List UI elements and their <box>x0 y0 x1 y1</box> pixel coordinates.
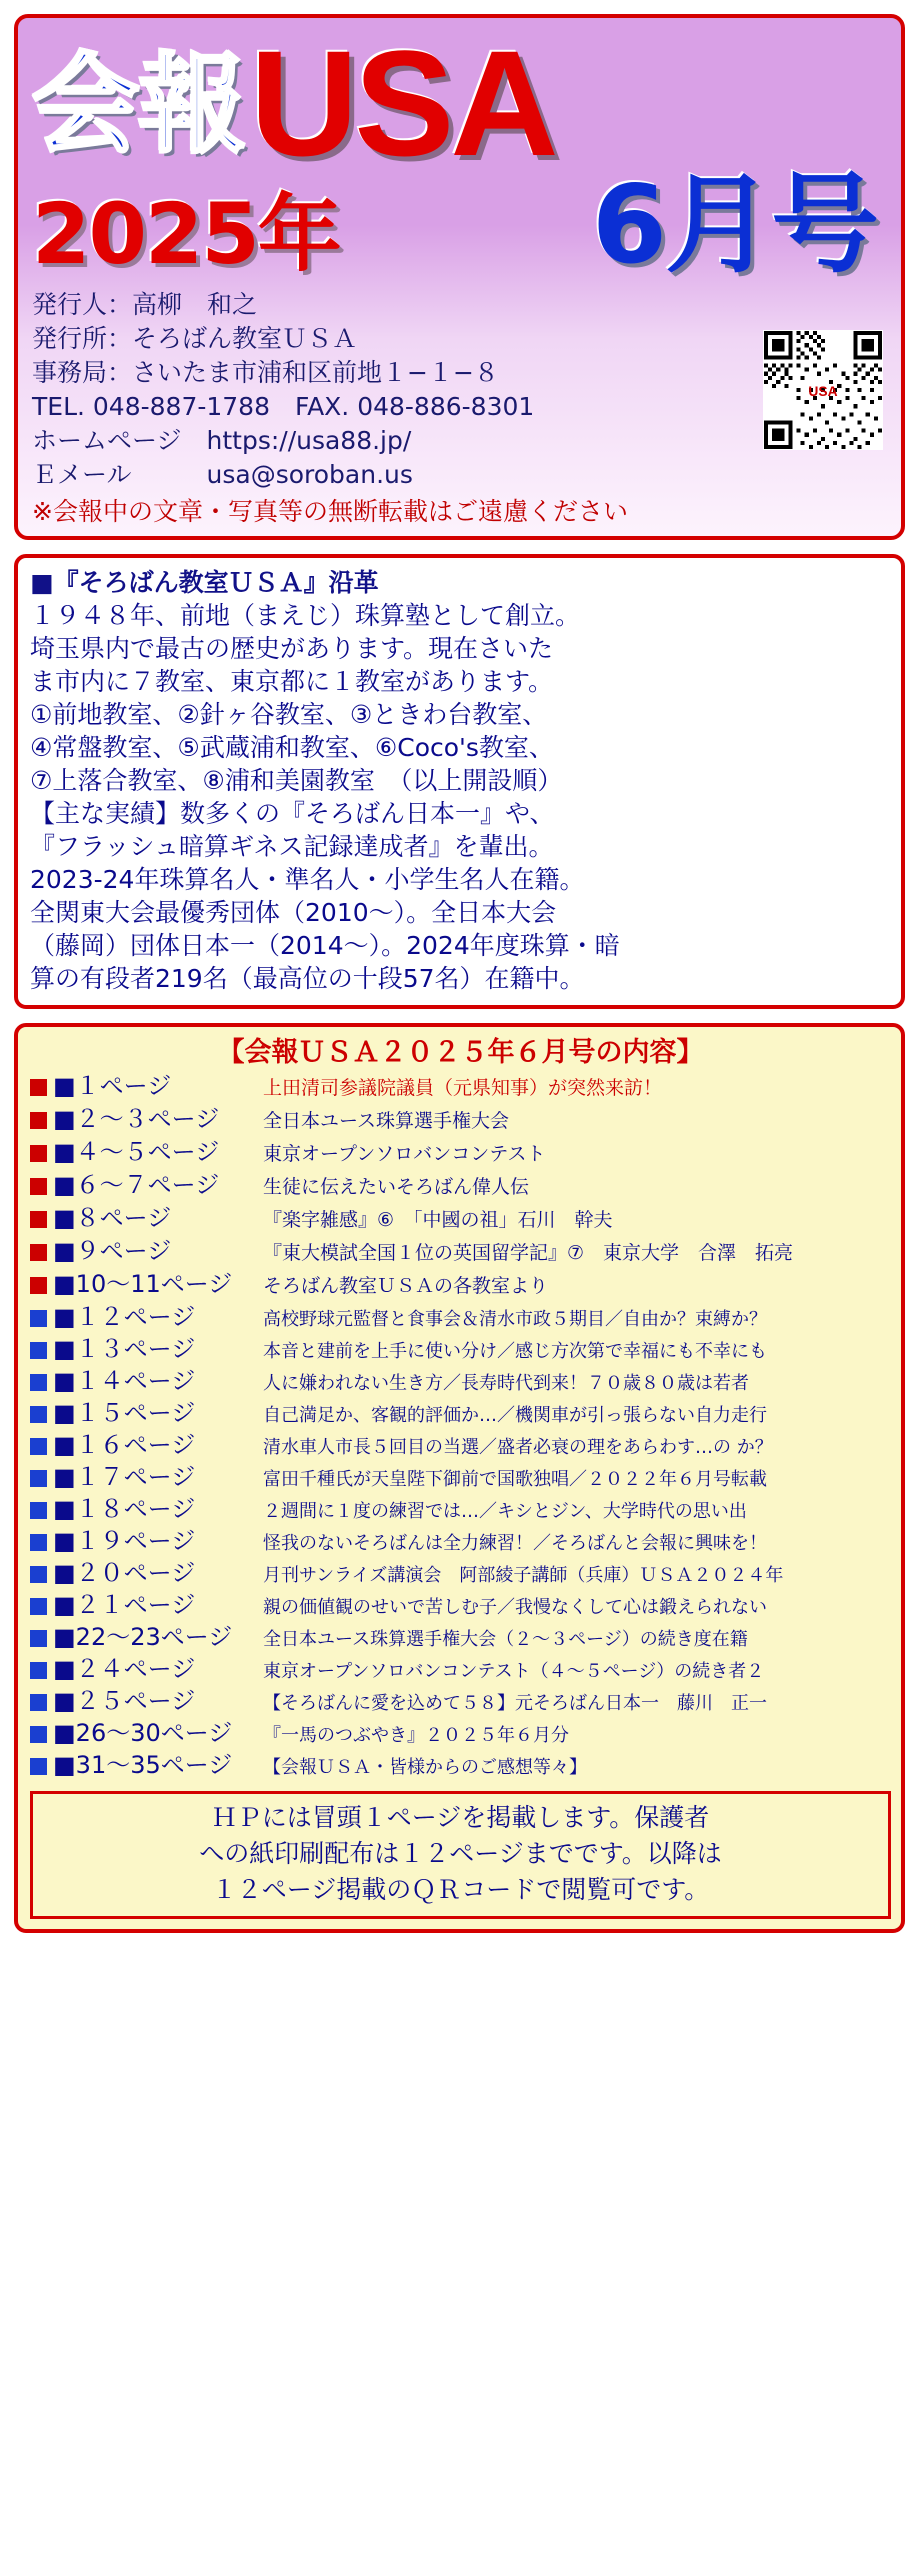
copyright-notice: ※会報中の文章・写真等の無断転載はご遠慮ください <box>32 497 628 526</box>
toc-page: ■１９ページ <box>53 1527 196 1555</box>
bullet-square-icon <box>30 1598 47 1615</box>
toc-page: ■２４ページ <box>53 1655 196 1683</box>
bullet-square-icon <box>30 1277 47 1294</box>
toc-row[interactable] <box>30 1302 891 1333</box>
toc-row[interactable] <box>30 1558 891 1589</box>
toc-page: ■１６ページ <box>53 1431 196 1459</box>
bullet-square-icon <box>30 1470 47 1487</box>
qr-code-image <box>764 331 882 449</box>
toc-row[interactable] <box>30 1750 891 1781</box>
bullet-square-icon <box>30 1502 47 1519</box>
bullet-square-icon <box>30 1079 47 1096</box>
toc-page: ■８ページ <box>53 1204 172 1232</box>
toc-row[interactable] <box>30 1430 891 1461</box>
bullet-square-icon <box>30 1726 47 1743</box>
toc-desc: 怪我のないそろばんは全力練習！／そろばんと会報に興味を！ <box>263 1533 767 1554</box>
toc-desc: 『東大模試全国１位の英国留学記』⑦ 東京大学 合澤 拓亮 <box>263 1242 794 1264</box>
toc-row[interactable] <box>30 1494 891 1525</box>
history-line: （藤岡）団体日本一（2014〜）。2024年度珠算・暗 <box>30 931 620 960</box>
bullet-square-icon <box>30 1406 47 1423</box>
toc-page: ■２５ページ <box>53 1687 196 1715</box>
toc-desc: 上田清司参議院議員（元県知事）が突然来訪！ <box>263 1077 663 1099</box>
history-line: 2023-24年珠算名人・準名人・小学生名人在籍。 <box>30 865 585 894</box>
title-row <box>32 19 887 187</box>
toc-desc: ２週間に１度の練習では…／キシとジン、大学時代の思い出 <box>263 1501 747 1522</box>
history-line: 【主な実績】数多くの『そろばん日本一』や、 <box>30 799 555 828</box>
history-line: 全関東大会最優秀団体（2010〜）。全日本大会 <box>30 898 557 927</box>
history-line: 算の有段者219名（最高位の十段57名）在籍中。 <box>30 964 585 993</box>
toc-desc: 『一馬のつぶやき』２０２５年６月分 <box>263 1725 569 1746</box>
toc-page: ■６〜７ページ <box>53 1171 220 1199</box>
toc-page: ■31〜35ページ <box>53 1751 233 1779</box>
toc-row[interactable] <box>30 1366 891 1397</box>
toc-desc: 東京オープンソロバンコンテスト（４〜５ページ）の続き者２ <box>263 1661 765 1682</box>
bullet-square-icon <box>30 1342 47 1359</box>
bullet-square-icon <box>30 1438 47 1455</box>
toc-desc: 東京オープンソロバンコンテスト <box>263 1143 546 1165</box>
history-line: ①前地教室、②針ヶ谷教室、③ときわ台教室、 <box>30 700 548 729</box>
history-line: １９４８年、前地（まえじ）珠算塾として創立。 <box>30 601 581 630</box>
toc-row[interactable] <box>30 1590 891 1621</box>
toc-desc: 【そろばんに愛を込めて５８】元そろばん日本一 藤川 正一 <box>263 1693 767 1714</box>
footer-line: への紙印刷配布は１２ページまでです。以降は <box>199 1839 722 1868</box>
toc-row[interactable] <box>30 1622 891 1653</box>
toc-desc: 月刊サンライズ講演会 阿部綾子講師（兵庫）ＵＳＡ２０２４年 <box>263 1565 784 1586</box>
toc-desc: 『楽字雑感』⑥ 「中國の祖」石川 幹夫 <box>263 1209 613 1231</box>
footer-note <box>30 1791 891 1919</box>
history-line: ④常盤教室、⑤武蔵浦和教室、⑥Coco's教室、 <box>30 733 554 762</box>
toc-page: ■１ページ <box>53 1072 172 1100</box>
bullet-square-icon <box>30 1178 47 1195</box>
toc-row[interactable] <box>30 1170 891 1202</box>
history-line: 『フラッシュ暗算ギネス記録達成者』を輩出。 <box>30 832 554 861</box>
history-line: ⑦上落合教室、⑧浦和美園教室 （以上開設順） <box>30 766 563 795</box>
toc-row[interactable] <box>30 1203 891 1235</box>
toc-row[interactable] <box>30 1071 891 1103</box>
toc-page: ■９ページ <box>53 1237 172 1265</box>
publisher-line-6[interactable]: Ｅメール usa@soroban.us <box>32 460 413 489</box>
toc-row[interactable] <box>30 1104 891 1136</box>
toc-desc: 清水車人市長５回目の当選／盛者必衰の理をあらわす…の か？ <box>263 1437 773 1458</box>
toc-desc: 本音と建前を上手に使い分け／感じ方次第で幸福にも不幸にも <box>263 1341 767 1362</box>
contents-title: 【会報ＵＳＡ２０２５年６月号の内容】 <box>217 1037 704 1068</box>
toc-page: ■１３ページ <box>53 1335 196 1363</box>
toc-row[interactable] <box>30 1654 891 1685</box>
history-panel <box>14 554 905 1009</box>
masthead-title-en: USA <box>250 19 555 187</box>
bullet-square-icon <box>30 1630 47 1647</box>
toc-row[interactable] <box>30 1462 891 1493</box>
toc-page: ■１７ページ <box>53 1463 196 1491</box>
toc-row[interactable] <box>30 1398 891 1429</box>
history-line: 埼玉県内で最古の歴史があります。現在さいた <box>30 634 554 663</box>
toc-page: ■22〜23ページ <box>53 1623 233 1651</box>
toc-row[interactable] <box>30 1269 891 1301</box>
toc-desc: 【会報ＵＳＡ・皆様からのご感想等々】 <box>263 1757 587 1778</box>
qr-code[interactable] <box>763 330 883 450</box>
history-line: ま市内に７教室、東京都に１教室があります。 <box>30 667 554 696</box>
toc-page: ■１５ページ <box>53 1399 196 1427</box>
toc-desc: 全日本ユース珠算選手権大会（２〜３ページ）の続き度在籍 <box>263 1629 748 1650</box>
toc-desc: 自己満足か、客観的評価か…／機関車が引っ張らない自力走行 <box>263 1405 767 1426</box>
bullet-square-icon <box>30 1694 47 1711</box>
contents-panel <box>14 1023 905 1933</box>
toc-page: ■１４ページ <box>53 1367 196 1395</box>
footer-line: １２ページ掲載のＱＲコードで閲覧可です。 <box>211 1875 710 1904</box>
masthead-panel <box>14 14 905 540</box>
toc-row[interactable] <box>30 1718 891 1749</box>
publisher-line-1: 発行人：高柳 和之 <box>32 290 258 319</box>
toc-desc: 富田千種氏が天皇陛下御前で国歌独唱／２０２２年６月号転載 <box>263 1469 767 1490</box>
bullet-square-icon <box>30 1662 47 1679</box>
publisher-line-5[interactable]: ホームページ https://usa88.jp/ <box>32 426 412 455</box>
toc-page: ■１２ページ <box>53 1303 196 1331</box>
toc-desc: そろばん教室ＵＳＡの各教室より <box>263 1275 549 1297</box>
toc-desc: 高校野球元監督と食事会＆清水市政５期目／自由か？束縛か？ <box>263 1309 767 1330</box>
bullet-square-icon <box>30 1758 47 1775</box>
publisher-line-4: TEL. 048-887-1788 FAX. 048-886-8301 <box>32 392 535 421</box>
toc-row[interactable] <box>30 1686 891 1717</box>
bullet-square-icon <box>30 1211 47 1228</box>
toc-page: ■２〜３ページ <box>53 1105 220 1133</box>
bullet-square-icon <box>30 1534 47 1551</box>
history-heading: ■『そろばん教室ＵＳＡ』沿革 <box>30 568 379 597</box>
bullet-square-icon <box>30 1374 47 1391</box>
toc-desc: 生徒に伝えたいそろばん偉人伝 <box>263 1176 530 1198</box>
toc-page: ■26〜30ページ <box>53 1719 233 1747</box>
toc-page: ■10〜11ページ <box>53 1270 233 1298</box>
toc-row[interactable] <box>30 1526 891 1557</box>
bullet-square-icon <box>30 1112 47 1129</box>
bullet-square-icon <box>30 1566 47 1583</box>
bullet-square-icon <box>30 1310 47 1327</box>
qr-label: USA <box>808 383 838 400</box>
footer-line: ＨＰには冒頭１ページを掲載します。保護者 <box>211 1803 710 1832</box>
toc-page: ■２０ページ <box>53 1559 196 1587</box>
toc-row[interactable] <box>30 1236 891 1268</box>
toc-page: ■４〜５ページ <box>53 1138 220 1166</box>
toc-desc: 全日本ユース珠算選手権大会 <box>263 1110 510 1132</box>
toc-row[interactable] <box>30 1137 891 1169</box>
toc-desc: 人に嫌われない生き方／長寿時代到来！７０歳８０歳は若者 <box>263 1373 749 1394</box>
toc-row[interactable] <box>30 1334 891 1365</box>
issue-month: 6月号 <box>591 163 877 288</box>
bullet-square-icon <box>30 1145 47 1162</box>
issue-year: 2025年 <box>32 185 340 283</box>
toc-desc: 親の価値観のせいで苦しむ子／我慢なくして心は鍛えられない <box>263 1597 767 1618</box>
toc-page: ■１８ページ <box>53 1495 196 1523</box>
publisher-info <box>32 288 887 492</box>
publisher-line-3: 事務局：さいたま市浦和区前地１−１−８ <box>32 358 499 387</box>
publisher-line-2: 発行所：そろばん教室ＵＳＡ <box>32 324 358 353</box>
toc-page: ■２１ページ <box>53 1591 196 1619</box>
masthead-title-jp: 会報 <box>32 43 245 168</box>
bullet-square-icon <box>30 1244 47 1261</box>
